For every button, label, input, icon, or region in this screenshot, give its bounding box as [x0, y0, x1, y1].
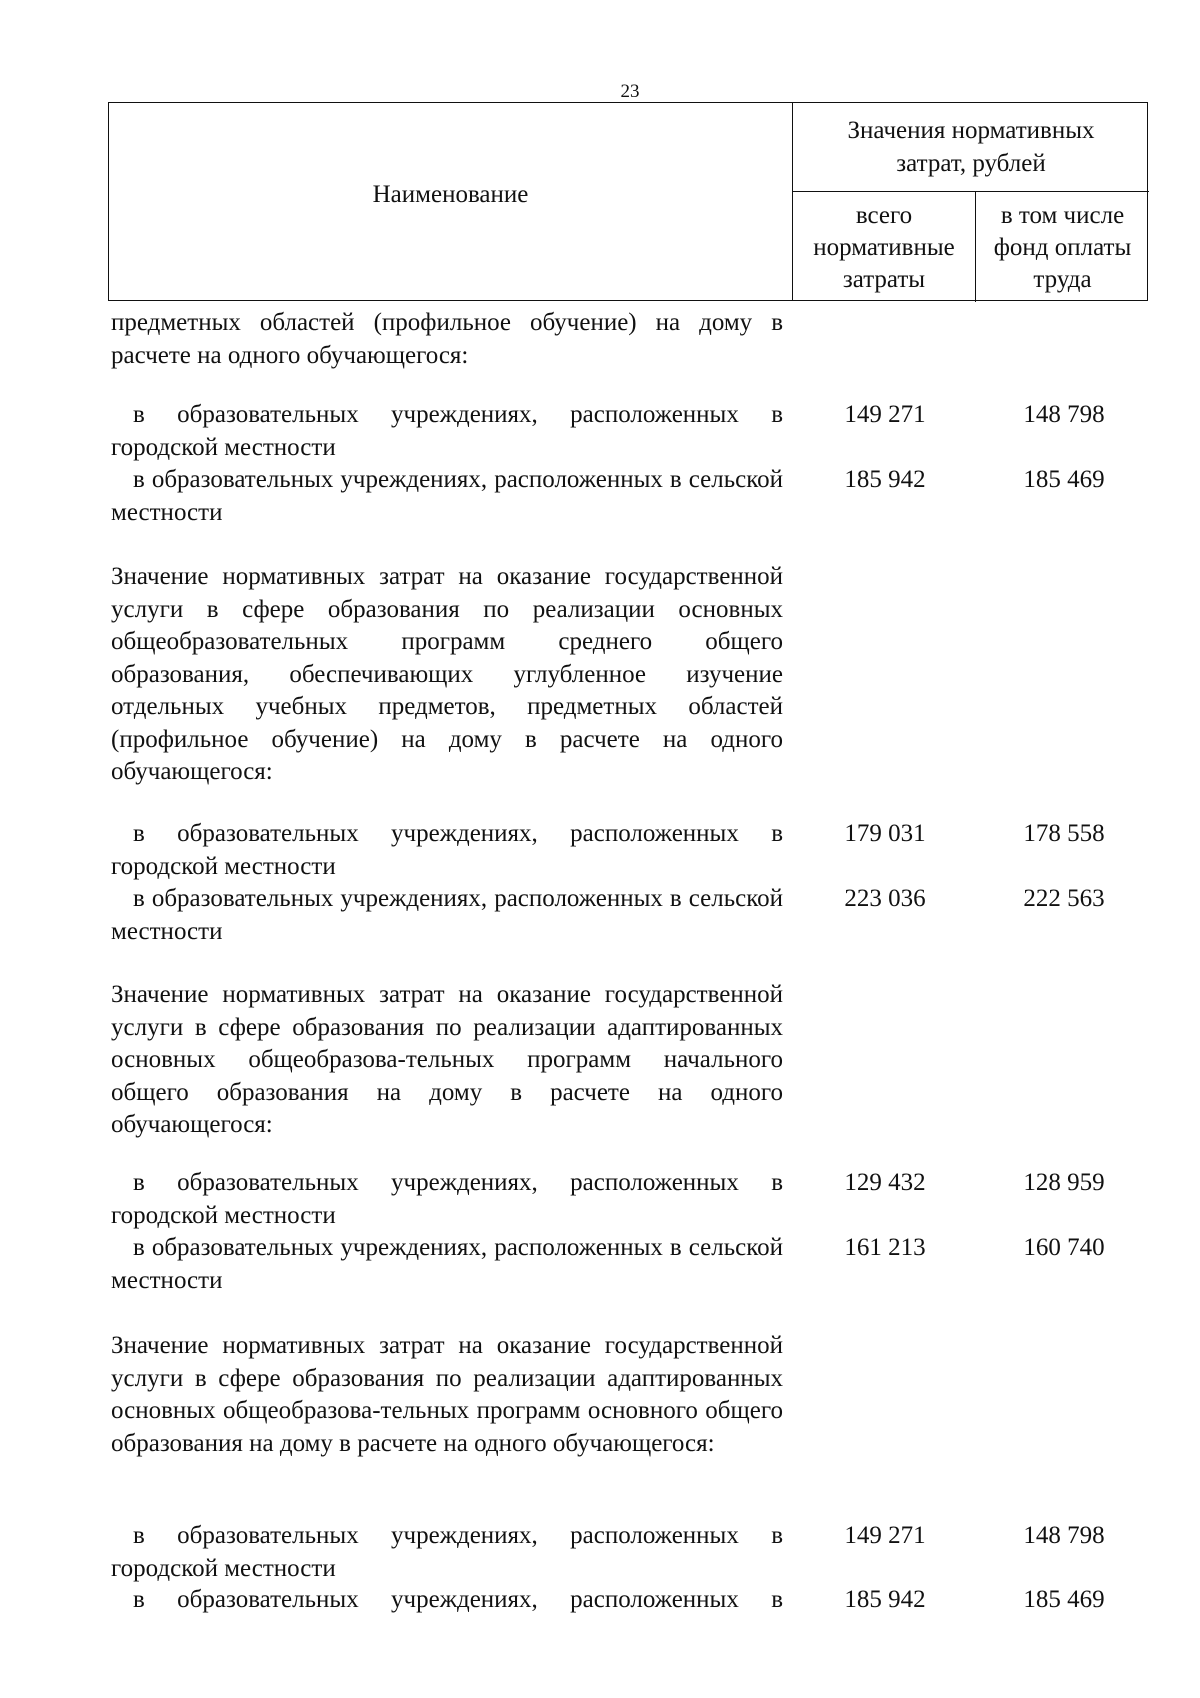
value-fund: 178 558: [1023, 820, 1105, 847]
block-heading: Значение нормативных затрат на оказание государственной услуги в сфере образования по реализации адаптированных основных общеобразова-тельных программ основного общего образования на дому в расчете на одного обучающегося:: [111, 1332, 783, 1457]
row-label: в образовательных учреждениях, расположенных в городской местности: [111, 1522, 783, 1582]
row-label: в образовательных учреждениях, расположенных в сельской местности: [111, 466, 783, 526]
value-total: 185 942: [844, 466, 926, 493]
value-total: 185 942: [844, 1586, 926, 1613]
value-fund: 148 798: [1023, 1522, 1105, 1549]
row-label: в образовательных учреждениях, расположенных в: [133, 1586, 783, 1613]
header-name-column: Наименование: [109, 103, 793, 300]
value-fund: 128 959: [1023, 1169, 1105, 1196]
page-number: 23: [620, 81, 640, 102]
header-total-column: всего нормативные затраты: [793, 192, 976, 302]
row-label: в образовательных учреждениях, расположенных в городской местности: [111, 401, 783, 461]
row-label: в образовательных учреждениях, расположенных в городской местности: [111, 820, 783, 880]
value-total: 161 213: [844, 1234, 926, 1261]
value-fund: 185 469: [1023, 466, 1105, 493]
table-header: [108, 102, 1148, 301]
value-fund: 222 563: [1023, 885, 1105, 912]
block-heading: Значение нормативных затрат на оказание государственной услуги в сфере образования по реализации адаптированных основных общеобразова-тельных программ начального общего образования на дому в расчете на одного обучающегося:: [111, 981, 783, 1138]
block-heading: Значение нормативных затрат на оказание государственной услуги в сфере образования по реализации основных общеобразовательных программ среднего общего образования, обеспечивающих углубленное изучение отдельных учебных предметов, предметных областей (профильное обучение) на дому в расчете на одного обучающегося:: [111, 563, 783, 785]
row-label: в образовательных учреждениях, расположенных в городской местности: [111, 1169, 783, 1229]
value-fund: 160 740: [1023, 1234, 1105, 1261]
row-label: в образовательных учреждениях, расположенных в сельской местности: [111, 1234, 783, 1294]
value-total: 149 271: [844, 401, 926, 428]
row-label: в образовательных учреждениях, расположенных в сельской местности: [111, 885, 783, 945]
value-total: 149 271: [844, 1522, 926, 1549]
value-total: 179 031: [844, 820, 926, 847]
header-fund-column: в том числе фонд оплаты труда: [993, 202, 1132, 293]
value-total: 129 432: [844, 1169, 926, 1196]
header-values-group: Значения нормативных затрат, рублей: [793, 103, 1149, 192]
value-fund: 185 469: [1023, 1586, 1105, 1613]
value-total: 223 036: [844, 885, 926, 912]
value-fund: 148 798: [1023, 401, 1105, 428]
block-heading: предметных областей (профильное обучение) на дому в расчете на одного обучающегося:: [111, 309, 783, 369]
